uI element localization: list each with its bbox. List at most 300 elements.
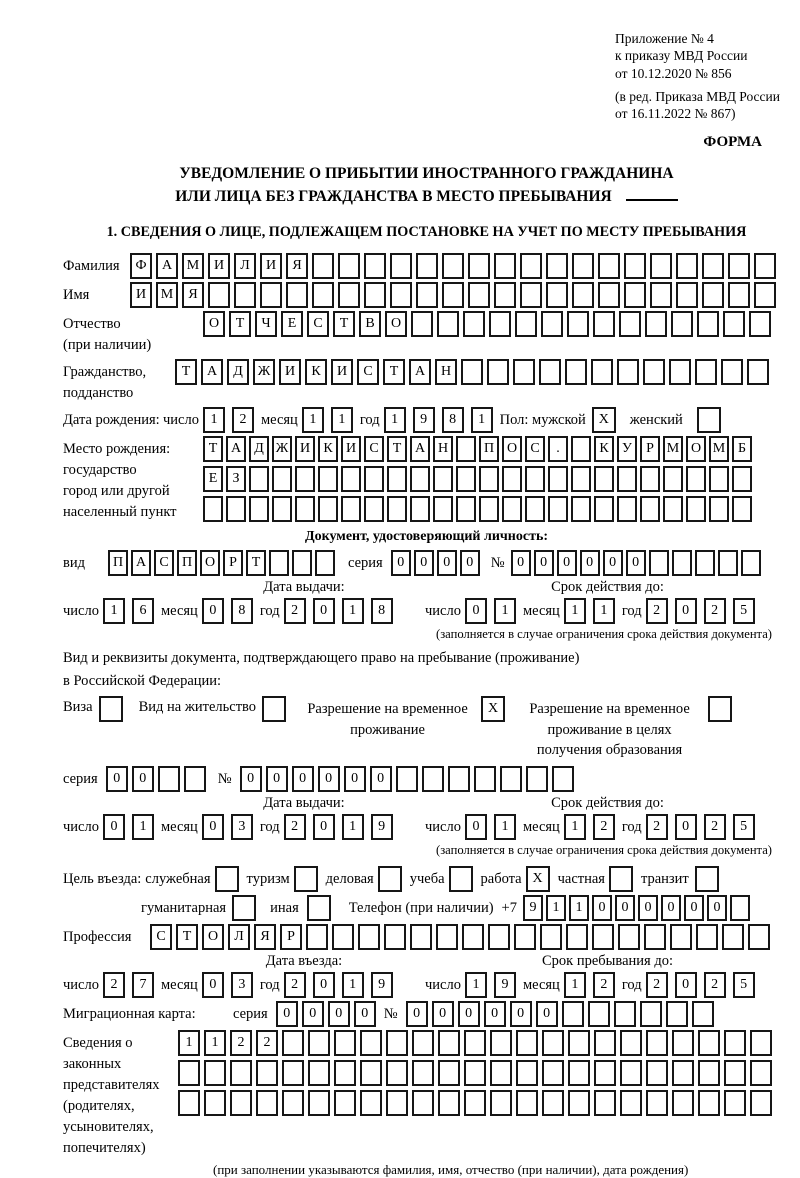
char-box[interactable] xyxy=(645,311,667,337)
char-box[interactable]: 0 xyxy=(313,598,335,624)
char-box[interactable]: Д xyxy=(249,436,269,462)
char-box[interactable] xyxy=(437,311,459,337)
char-box[interactable] xyxy=(230,1060,252,1086)
char-box[interactable]: П xyxy=(108,550,128,576)
char-box[interactable]: 0 xyxy=(675,972,697,998)
char-box[interactable]: Д xyxy=(227,359,249,385)
char-box[interactable] xyxy=(334,1060,356,1086)
residence-permit-checkbox[interactable] xyxy=(262,696,286,722)
char-box[interactable] xyxy=(502,466,522,492)
char-box[interactable] xyxy=(722,924,744,950)
char-box[interactable] xyxy=(568,1030,590,1056)
char-box[interactable] xyxy=(412,1090,434,1116)
char-box[interactable] xyxy=(461,359,483,385)
char-box[interactable]: 8 xyxy=(371,598,393,624)
char-box[interactable]: С xyxy=(307,311,329,337)
char-box[interactable] xyxy=(334,1090,356,1116)
char-box[interactable] xyxy=(649,550,669,576)
char-box[interactable]: А xyxy=(201,359,223,385)
char-box[interactable] xyxy=(614,1001,636,1027)
char-box[interactable] xyxy=(282,1060,304,1086)
char-box[interactable]: 0 xyxy=(626,550,646,576)
char-box[interactable] xyxy=(567,311,589,337)
char-box[interactable] xyxy=(226,496,246,522)
char-box[interactable] xyxy=(204,1060,226,1086)
visa-checkbox[interactable] xyxy=(99,696,123,722)
char-box[interactable] xyxy=(438,1030,460,1056)
char-box[interactable] xyxy=(594,496,614,522)
char-box[interactable] xyxy=(695,359,717,385)
char-box[interactable] xyxy=(728,253,750,279)
char-box[interactable]: 0 xyxy=(344,766,366,792)
char-box[interactable] xyxy=(516,1060,538,1086)
char-box[interactable] xyxy=(624,253,646,279)
char-box[interactable] xyxy=(594,1060,616,1086)
char-box[interactable]: 0 xyxy=(534,550,554,576)
char-box[interactable]: 0 xyxy=(511,550,531,576)
char-box[interactable] xyxy=(514,924,536,950)
char-box[interactable] xyxy=(256,1090,278,1116)
char-box[interactable]: 0 xyxy=(202,972,224,998)
char-box[interactable] xyxy=(292,550,312,576)
char-box[interactable]: С xyxy=(150,924,172,950)
char-box[interactable]: С xyxy=(364,436,384,462)
char-box[interactable] xyxy=(269,550,289,576)
char-box[interactable]: . xyxy=(548,436,568,462)
char-box[interactable] xyxy=(663,496,683,522)
char-box[interactable] xyxy=(204,1090,226,1116)
char-box[interactable] xyxy=(433,496,453,522)
char-box[interactable] xyxy=(308,1090,330,1116)
char-box[interactable]: 0 xyxy=(675,598,697,624)
char-box[interactable]: М xyxy=(182,253,204,279)
char-box[interactable] xyxy=(702,253,724,279)
char-box[interactable] xyxy=(312,253,334,279)
char-box[interactable]: 0 xyxy=(391,550,411,576)
char-box[interactable]: 1 xyxy=(564,598,586,624)
char-box[interactable] xyxy=(749,311,771,337)
char-box[interactable] xyxy=(542,1030,564,1056)
char-box[interactable]: 0 xyxy=(460,550,480,576)
char-box[interactable] xyxy=(332,924,354,950)
purpose-tourism-checkbox[interactable] xyxy=(294,866,318,892)
char-box[interactable]: 0 xyxy=(313,814,335,840)
char-box[interactable] xyxy=(546,253,568,279)
char-box[interactable]: 8 xyxy=(442,407,464,433)
char-box[interactable]: Р xyxy=(640,436,660,462)
char-box[interactable] xyxy=(692,1001,714,1027)
char-box[interactable]: 2 xyxy=(230,1030,252,1056)
char-box[interactable]: 1 xyxy=(302,407,324,433)
char-box[interactable]: 1 xyxy=(546,895,566,921)
char-box[interactable]: С xyxy=(525,436,545,462)
char-box[interactable] xyxy=(338,282,360,308)
char-box[interactable] xyxy=(464,1090,486,1116)
char-box[interactable] xyxy=(618,924,640,950)
char-box[interactable] xyxy=(462,924,484,950)
char-box[interactable] xyxy=(386,1060,408,1086)
char-box[interactable] xyxy=(568,1090,590,1116)
char-box[interactable]: Т xyxy=(229,311,251,337)
char-box[interactable] xyxy=(442,282,464,308)
char-box[interactable]: М xyxy=(709,436,729,462)
char-box[interactable] xyxy=(666,1001,688,1027)
char-box[interactable] xyxy=(318,466,338,492)
char-box[interactable] xyxy=(686,466,706,492)
char-box[interactable] xyxy=(474,766,496,792)
char-box[interactable] xyxy=(670,924,692,950)
char-box[interactable]: И xyxy=(130,282,152,308)
char-box[interactable] xyxy=(697,311,719,337)
char-box[interactable]: 1 xyxy=(593,598,615,624)
char-box[interactable] xyxy=(490,1030,512,1056)
char-box[interactable] xyxy=(479,466,499,492)
char-box[interactable]: 2 xyxy=(646,814,668,840)
char-box[interactable]: О xyxy=(203,311,225,337)
char-box[interactable] xyxy=(591,359,613,385)
char-box[interactable] xyxy=(754,282,776,308)
char-box[interactable] xyxy=(702,282,724,308)
char-box[interactable]: Т xyxy=(175,359,197,385)
char-box[interactable]: А xyxy=(131,550,151,576)
char-box[interactable] xyxy=(464,1060,486,1086)
char-box[interactable] xyxy=(732,466,752,492)
char-box[interactable] xyxy=(208,282,230,308)
char-box[interactable]: 0 xyxy=(313,972,335,998)
char-box[interactable] xyxy=(525,466,545,492)
char-box[interactable] xyxy=(422,766,444,792)
char-box[interactable]: 9 xyxy=(371,814,393,840)
char-box[interactable]: 1 xyxy=(132,814,154,840)
char-box[interactable] xyxy=(178,1060,200,1086)
char-box[interactable] xyxy=(546,282,568,308)
char-box[interactable]: 0 xyxy=(603,550,623,576)
char-box[interactable]: Ж xyxy=(253,359,275,385)
char-box[interactable]: О xyxy=(385,311,407,337)
char-box[interactable] xyxy=(672,550,692,576)
char-box[interactable]: И xyxy=(331,359,353,385)
char-box[interactable]: 1 xyxy=(494,814,516,840)
char-box[interactable] xyxy=(709,466,729,492)
char-box[interactable] xyxy=(411,311,433,337)
char-box[interactable]: Б xyxy=(732,436,752,462)
char-box[interactable]: 0 xyxy=(510,1001,532,1027)
char-box[interactable] xyxy=(698,1030,720,1056)
char-box[interactable] xyxy=(282,1030,304,1056)
char-box[interactable]: И xyxy=(295,436,315,462)
char-box[interactable] xyxy=(624,282,646,308)
char-box[interactable] xyxy=(593,311,615,337)
char-box[interactable]: Т xyxy=(333,311,355,337)
char-box[interactable] xyxy=(410,924,432,950)
char-box[interactable]: К xyxy=(594,436,614,462)
char-box[interactable] xyxy=(249,466,269,492)
char-box[interactable]: Я xyxy=(254,924,276,950)
char-box[interactable] xyxy=(295,496,315,522)
char-box[interactable] xyxy=(438,1090,460,1116)
char-box[interactable] xyxy=(672,1060,694,1086)
temp-residence-checkbox[interactable]: X xyxy=(481,696,505,722)
char-box[interactable] xyxy=(358,924,380,950)
gender-male-checkbox[interactable]: X xyxy=(592,407,616,433)
char-box[interactable]: Е xyxy=(203,466,223,492)
char-box[interactable] xyxy=(249,496,269,522)
char-box[interactable] xyxy=(728,282,750,308)
char-box[interactable]: О xyxy=(202,924,224,950)
char-box[interactable]: В xyxy=(359,311,381,337)
char-box[interactable] xyxy=(203,496,223,522)
char-box[interactable]: 0 xyxy=(536,1001,558,1027)
char-box[interactable] xyxy=(308,1060,330,1086)
char-box[interactable]: 0 xyxy=(484,1001,506,1027)
char-box[interactable] xyxy=(387,496,407,522)
char-box[interactable]: 0 xyxy=(458,1001,480,1027)
char-box[interactable]: 2 xyxy=(284,598,306,624)
char-box[interactable] xyxy=(260,282,282,308)
char-box[interactable]: 5 xyxy=(733,972,755,998)
char-box[interactable]: 0 xyxy=(132,766,154,792)
char-box[interactable] xyxy=(516,1030,538,1056)
char-box[interactable] xyxy=(494,282,516,308)
purpose-study-checkbox[interactable] xyxy=(449,866,473,892)
char-box[interactable]: 9 xyxy=(523,895,543,921)
char-box[interactable]: 0 xyxy=(615,895,635,921)
char-box[interactable] xyxy=(360,1060,382,1086)
char-box[interactable] xyxy=(515,311,537,337)
char-box[interactable] xyxy=(643,359,665,385)
char-box[interactable]: А xyxy=(409,359,431,385)
char-box[interactable]: Ч xyxy=(255,311,277,337)
char-box[interactable] xyxy=(364,496,384,522)
char-box[interactable]: 0 xyxy=(354,1001,376,1027)
char-box[interactable] xyxy=(617,496,637,522)
char-box[interactable] xyxy=(390,282,412,308)
char-box[interactable]: 1 xyxy=(342,598,364,624)
char-box[interactable] xyxy=(416,282,438,308)
char-box[interactable]: 0 xyxy=(106,766,128,792)
char-box[interactable] xyxy=(552,766,574,792)
char-box[interactable] xyxy=(672,1090,694,1116)
char-box[interactable] xyxy=(598,253,620,279)
char-box[interactable]: У xyxy=(617,436,637,462)
char-box[interactable]: 0 xyxy=(638,895,658,921)
char-box[interactable]: Т xyxy=(246,550,266,576)
char-box[interactable]: 7 xyxy=(132,972,154,998)
char-box[interactable] xyxy=(617,466,637,492)
char-box[interactable]: 1 xyxy=(178,1030,200,1056)
char-box[interactable] xyxy=(256,1060,278,1086)
char-box[interactable]: 0 xyxy=(276,1001,298,1027)
purpose-other-checkbox[interactable] xyxy=(307,895,331,921)
char-box[interactable] xyxy=(730,895,750,921)
char-box[interactable] xyxy=(412,1060,434,1086)
char-box[interactable]: 9 xyxy=(494,972,516,998)
char-box[interactable] xyxy=(178,1090,200,1116)
char-box[interactable] xyxy=(741,550,761,576)
char-box[interactable]: Т xyxy=(383,359,405,385)
char-box[interactable]: 3 xyxy=(231,814,253,840)
char-box[interactable] xyxy=(565,359,587,385)
char-box[interactable]: 2 xyxy=(232,407,254,433)
char-box[interactable]: О xyxy=(200,550,220,576)
char-box[interactable]: 2 xyxy=(593,814,615,840)
char-box[interactable] xyxy=(676,282,698,308)
char-box[interactable] xyxy=(448,766,470,792)
char-box[interactable]: 2 xyxy=(593,972,615,998)
char-box[interactable]: А xyxy=(156,253,178,279)
char-box[interactable] xyxy=(464,1030,486,1056)
char-box[interactable] xyxy=(646,1030,668,1056)
char-box[interactable]: 0 xyxy=(465,598,487,624)
char-box[interactable]: 0 xyxy=(406,1001,428,1027)
char-box[interactable]: 2 xyxy=(704,598,726,624)
char-box[interactable] xyxy=(490,1060,512,1086)
char-box[interactable] xyxy=(571,466,591,492)
char-box[interactable] xyxy=(747,359,769,385)
char-box[interactable] xyxy=(669,359,691,385)
char-box[interactable] xyxy=(386,1090,408,1116)
char-box[interactable] xyxy=(709,496,729,522)
char-box[interactable] xyxy=(386,1030,408,1056)
char-box[interactable] xyxy=(410,466,430,492)
char-box[interactable] xyxy=(456,496,476,522)
char-box[interactable] xyxy=(513,359,535,385)
char-box[interactable] xyxy=(341,466,361,492)
char-box[interactable]: 9 xyxy=(371,972,393,998)
char-box[interactable]: Н xyxy=(433,436,453,462)
char-box[interactable] xyxy=(312,282,334,308)
char-box[interactable] xyxy=(396,766,418,792)
char-box[interactable] xyxy=(488,924,510,950)
char-box[interactable]: 0 xyxy=(432,1001,454,1027)
char-box[interactable] xyxy=(750,1030,772,1056)
char-box[interactable] xyxy=(184,766,206,792)
char-box[interactable] xyxy=(364,253,386,279)
char-box[interactable]: П xyxy=(479,436,499,462)
char-box[interactable] xyxy=(468,282,490,308)
char-box[interactable] xyxy=(502,496,522,522)
char-box[interactable]: Т xyxy=(387,436,407,462)
char-box[interactable]: С xyxy=(154,550,174,576)
char-box[interactable] xyxy=(334,1030,356,1056)
char-box[interactable] xyxy=(416,253,438,279)
char-box[interactable]: 2 xyxy=(284,814,306,840)
char-box[interactable] xyxy=(520,253,542,279)
char-box[interactable] xyxy=(318,496,338,522)
char-box[interactable]: М xyxy=(156,282,178,308)
char-box[interactable] xyxy=(620,1090,642,1116)
char-box[interactable] xyxy=(724,1060,746,1086)
char-box[interactable]: 0 xyxy=(202,598,224,624)
char-box[interactable] xyxy=(526,766,548,792)
char-box[interactable] xyxy=(520,282,542,308)
purpose-work-checkbox[interactable]: X xyxy=(526,866,550,892)
char-box[interactable] xyxy=(360,1090,382,1116)
char-box[interactable] xyxy=(412,1030,434,1056)
char-box[interactable] xyxy=(695,550,715,576)
char-box[interactable]: 0 xyxy=(675,814,697,840)
char-box[interactable] xyxy=(500,766,522,792)
char-box[interactable] xyxy=(548,466,568,492)
purpose-humanitarian-checkbox[interactable] xyxy=(232,895,256,921)
char-box[interactable]: 0 xyxy=(465,814,487,840)
char-box[interactable] xyxy=(306,924,328,950)
char-box[interactable]: 2 xyxy=(284,972,306,998)
char-box[interactable] xyxy=(598,282,620,308)
char-box[interactable] xyxy=(646,1060,668,1086)
char-box[interactable] xyxy=(592,924,614,950)
char-box[interactable]: Я xyxy=(182,282,204,308)
char-box[interactable]: 0 xyxy=(557,550,577,576)
char-box[interactable] xyxy=(487,359,509,385)
char-box[interactable] xyxy=(620,1030,642,1056)
char-box[interactable] xyxy=(308,1030,330,1056)
char-box[interactable]: 2 xyxy=(646,598,668,624)
char-box[interactable] xyxy=(272,466,292,492)
char-box[interactable] xyxy=(724,1030,746,1056)
char-box[interactable]: 1 xyxy=(103,598,125,624)
char-box[interactable]: 0 xyxy=(103,814,125,840)
char-box[interactable]: Н xyxy=(435,359,457,385)
char-box[interactable] xyxy=(723,311,745,337)
char-box[interactable]: И xyxy=(279,359,301,385)
char-box[interactable] xyxy=(525,496,545,522)
char-box[interactable]: Т xyxy=(176,924,198,950)
char-box[interactable]: 3 xyxy=(231,972,253,998)
char-box[interactable] xyxy=(468,253,490,279)
char-box[interactable] xyxy=(572,282,594,308)
char-box[interactable] xyxy=(286,282,308,308)
char-box[interactable] xyxy=(646,1090,668,1116)
char-box[interactable]: 0 xyxy=(318,766,340,792)
char-box[interactable] xyxy=(542,1090,564,1116)
char-box[interactable]: К xyxy=(305,359,327,385)
char-box[interactable]: 0 xyxy=(266,766,288,792)
char-box[interactable]: 0 xyxy=(414,550,434,576)
char-box[interactable] xyxy=(315,550,335,576)
char-box[interactable]: 2 xyxy=(256,1030,278,1056)
char-box[interactable] xyxy=(671,311,693,337)
char-box[interactable] xyxy=(619,311,641,337)
char-box[interactable] xyxy=(663,466,683,492)
char-box[interactable]: Я xyxy=(286,253,308,279)
char-box[interactable] xyxy=(548,496,568,522)
char-box[interactable]: 0 xyxy=(240,766,262,792)
char-box[interactable]: 0 xyxy=(580,550,600,576)
char-box[interactable] xyxy=(438,1060,460,1086)
char-box[interactable] xyxy=(640,1001,662,1027)
char-box[interactable] xyxy=(754,253,776,279)
char-box[interactable]: 8 xyxy=(231,598,253,624)
char-box[interactable]: 0 xyxy=(684,895,704,921)
char-box[interactable] xyxy=(341,496,361,522)
char-box[interactable]: З xyxy=(226,466,246,492)
char-box[interactable] xyxy=(234,282,256,308)
char-box[interactable]: О xyxy=(686,436,706,462)
char-box[interactable] xyxy=(698,1090,720,1116)
char-box[interactable]: И xyxy=(208,253,230,279)
char-box[interactable]: 1 xyxy=(564,972,586,998)
char-box[interactable] xyxy=(732,496,752,522)
char-box[interactable] xyxy=(568,1060,590,1086)
char-box[interactable] xyxy=(410,496,430,522)
char-box[interactable]: 1 xyxy=(203,407,225,433)
char-box[interactable]: 0 xyxy=(661,895,681,921)
char-box[interactable]: 1 xyxy=(465,972,487,998)
char-box[interactable]: 1 xyxy=(342,814,364,840)
char-box[interactable] xyxy=(594,1030,616,1056)
char-box[interactable] xyxy=(282,1090,304,1116)
